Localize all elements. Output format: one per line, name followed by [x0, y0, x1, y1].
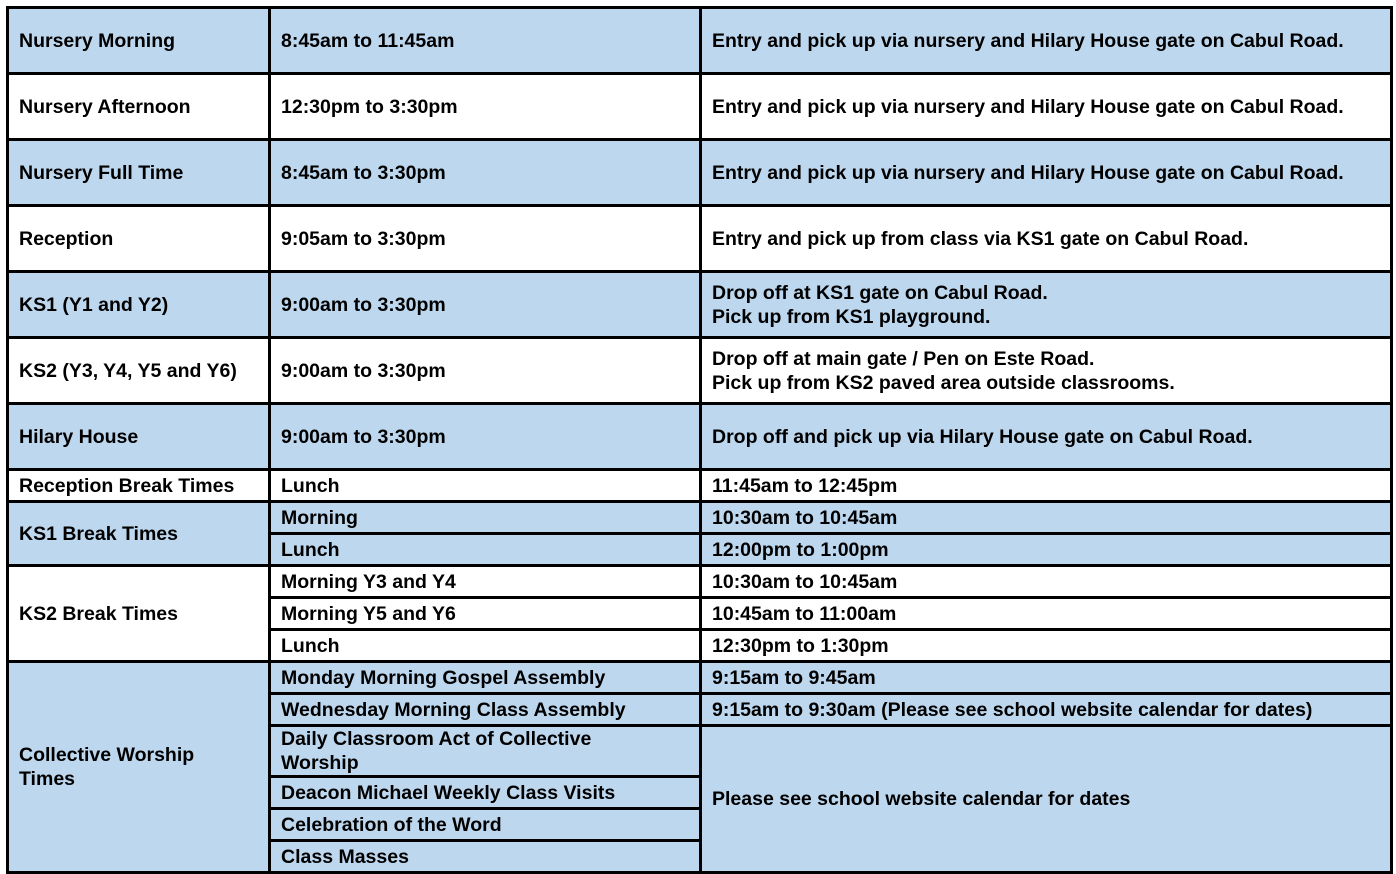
break-time-cell: 12:00pm to 1:00pm — [701, 534, 1392, 566]
break-group-cell: KS2 Break Times — [8, 566, 270, 662]
break-time-cell: 10:30am to 10:45am — [701, 502, 1392, 534]
group-cell: Nursery Morning — [8, 8, 270, 74]
worship-time-cell: 9:15am to 9:45am — [701, 662, 1392, 694]
time-cell: 9:00am to 3:30pm — [270, 338, 701, 404]
worship-label-cell: Deacon Michael Weekly Class Visits — [270, 777, 701, 809]
table-row — [8, 502, 1392, 534]
info-cell — [701, 272, 1392, 338]
worship-label-cell: Class Masses — [270, 841, 701, 873]
group-cell: Nursery Afternoon — [8, 74, 270, 140]
table-row — [8, 338, 1392, 404]
group-cell: KS1 (Y1 and Y2) — [8, 272, 270, 338]
table-row — [8, 74, 1392, 140]
worship-group-cell: Collective Worship Times — [8, 662, 270, 873]
break-time-cell: 10:45am to 11:00am — [701, 598, 1392, 630]
table-row — [8, 8, 1392, 74]
info-cell — [701, 206, 1392, 272]
worship-note-cell: Please see school website calendar for dates — [701, 726, 1392, 873]
worship-label-cell: Wednesday Morning Class Assembly — [270, 694, 701, 726]
group-cell: KS2 (Y3, Y4, Y5 and Y6) — [8, 338, 270, 404]
break-time-cell: 12:30pm to 1:30pm — [701, 630, 1392, 662]
info-line: Entry and pick up via nursery and Hilary House gate on Cabul Road. — [712, 161, 1344, 184]
break-label-cell: Lunch — [270, 630, 701, 662]
info-line: Drop off at main gate / Pen on Este Road. — [712, 347, 1095, 370]
info-line: Entry and pick up via nursery and Hilary House gate on Cabul Road. — [712, 29, 1344, 52]
info-cell — [701, 404, 1392, 470]
time-cell: 8:45am to 11:45am — [270, 8, 701, 74]
info-line: Entry and pick up via nursery and Hilary House gate on Cabul Road. — [712, 95, 1344, 118]
time-cell: 9:00am to 3:30pm — [270, 272, 701, 338]
info-cell — [701, 338, 1392, 404]
time-cell: 8:45am to 3:30pm — [270, 140, 701, 206]
table-row — [8, 272, 1392, 338]
info-line: Pick up from KS2 paved area outside classrooms. — [712, 371, 1175, 394]
table-row — [8, 470, 1392, 502]
info-cell — [701, 140, 1392, 206]
break-label-cell: Lunch — [270, 470, 701, 502]
table-row — [8, 566, 1392, 598]
break-label-cell: Morning Y5 and Y6 — [270, 598, 701, 630]
break-label-cell: Morning — [270, 502, 701, 534]
info-cell — [701, 8, 1392, 74]
time-cell: 9:05am to 3:30pm — [270, 206, 701, 272]
break-label-cell: Lunch — [270, 534, 701, 566]
time-cell: 12:30pm to 3:30pm — [270, 74, 701, 140]
worship-label-cell: Celebration of the Word — [270, 809, 701, 841]
info-line: Drop off at KS1 gate on Cabul Road. — [712, 281, 1048, 304]
break-group-cell: Reception Break Times — [8, 470, 270, 502]
info-line: Pick up from KS1 playground. — [712, 305, 991, 328]
group-cell: Hilary House — [8, 404, 270, 470]
table-row — [8, 404, 1392, 470]
worship-label-cell: Monday Morning Gospel Assembly — [270, 662, 701, 694]
table-row — [8, 662, 1392, 694]
group-cell: Nursery Full Time — [8, 140, 270, 206]
info-cell — [701, 74, 1392, 140]
info-line: Entry and pick up from class via KS1 gate on Cabul Road. — [712, 227, 1249, 250]
break-time-cell: 10:30am to 10:45am — [701, 566, 1392, 598]
table-row — [8, 140, 1392, 206]
school-times-table — [6, 6, 1393, 874]
group-cell: Reception — [8, 206, 270, 272]
break-time-cell: 11:45am to 12:45pm — [701, 470, 1392, 502]
table-row — [8, 206, 1392, 272]
info-line: Drop off and pick up via Hilary House gate on Cabul Road. — [712, 425, 1253, 448]
break-label-cell: Morning Y3 and Y4 — [270, 566, 701, 598]
worship-time-cell: 9:15am to 9:30am (Please see school website calendar for dates) — [701, 694, 1392, 726]
time-cell: 9:00am to 3:30pm — [270, 404, 701, 470]
break-group-cell: KS1 Break Times — [8, 502, 270, 566]
worship-label-cell: Daily Classroom Act of Collective Worship — [270, 726, 701, 777]
